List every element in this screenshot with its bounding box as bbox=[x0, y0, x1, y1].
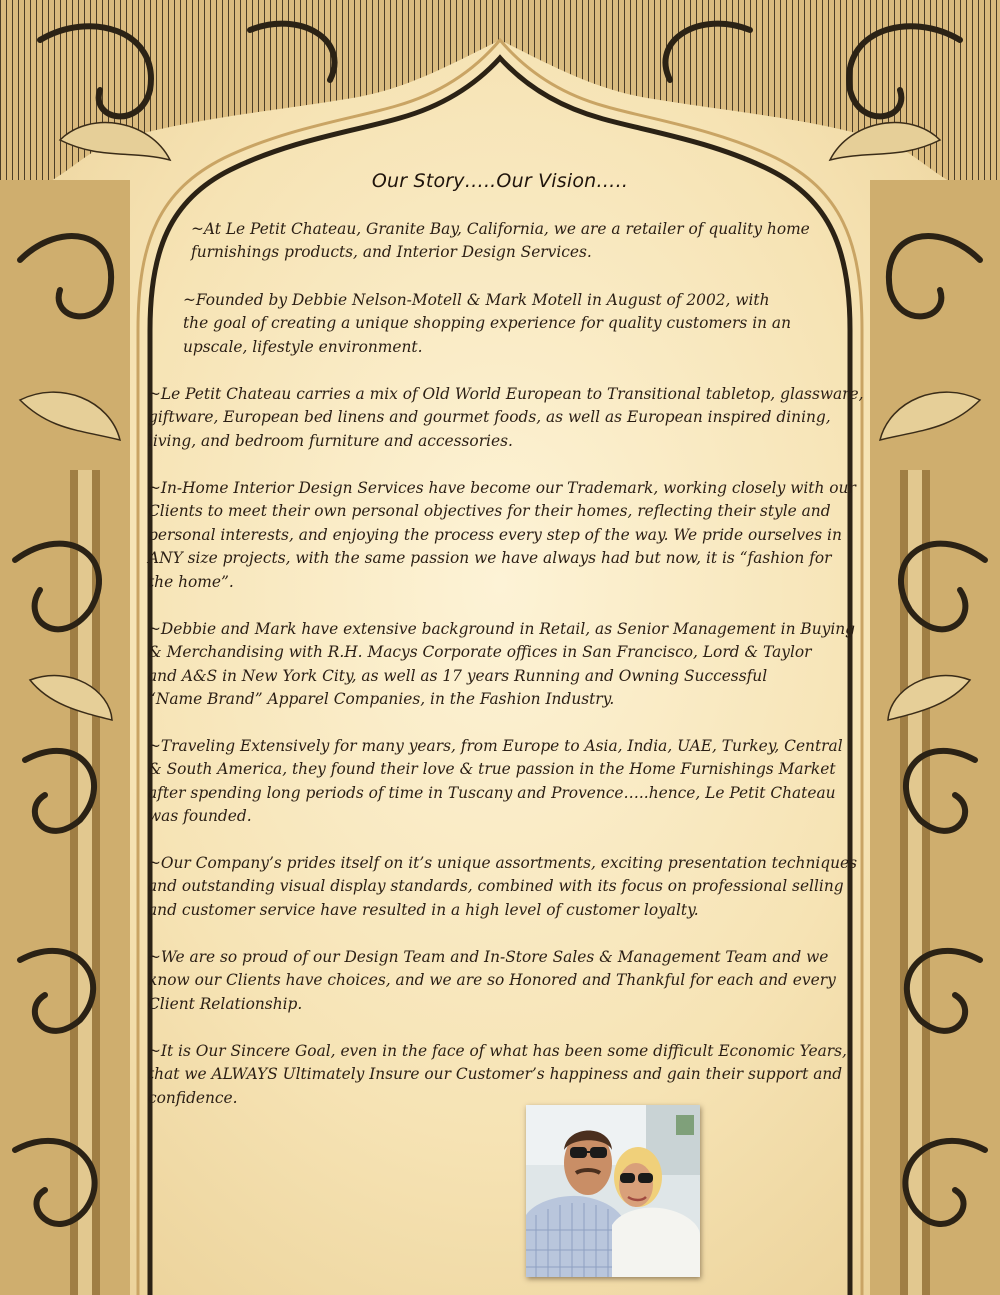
paragraph-design-services: ~In-Home Interior Design Services have become our Trademark, working closely with our Clients to meet their own personal objectives for their homes, reflecting their style and personal interests, and enjoying the process every step of the way. We pride ourselves in ANY size projects, with the same passion we have always had but now, it is “fashion for the home”. bbox=[148, 479, 856, 591]
paragraph-goal: ~It is Our Sincere Goal, even in the face of what has been some difficult Economic Years, that we ALWAYS Ultimately Insure our Customer’s happiness and gain their support and confidence. bbox=[148, 1042, 847, 1107]
paragraph-products: ~Le Petit Chateau carries a mix of Old World European to Transitional tabletop, glassware, giftware, European bed linens and gourmet foods, as well as European inspired dining, living, and bedroom furniture and accessories. bbox=[148, 385, 864, 450]
paragraph-background: ~Debbie and Mark have extensive background in Retail, as Senior Management in Buying & Merchandising with R.H. Macys Corporate offices in San Francisco, Lord & Taylor and A&S in New York City, as well as 17 years Running and Owning Successful “Name Brand” Apparel Companies, in the Fashion Industry. bbox=[148, 620, 856, 709]
paragraph-team: ~We are so proud of our Design Team and In-Store Sales & Management Team and we know our Clients have choices, and we are so Honored and Thankful for each and every Client Relationship. bbox=[148, 948, 836, 1013]
founders-photo bbox=[526, 1105, 700, 1277]
paragraph-company-pride: ~Our Company’s prides itself on it’s unique assortments, exciting presentation techniques and outstanding visual display standards, combined with its focus on professional selling and customer service have resulted in a high level of customer loyalty. bbox=[148, 854, 858, 919]
paragraph-travels: ~Traveling Extensively for many years, from Europe to Asia, India, UAE, Turkey, Central & South America, they found their love & true passion in the Home Furnishings Market after spending long periods of time in Tuscany and Provence…..hence, Le Petit Chateau was founded. bbox=[148, 737, 843, 826]
paragraph-founded: ~Founded by Debbie Nelson-Motell & Mark Motell in August of 2002, with the goal of creating a unique shopping experience for quality customers in an upscale, lifestyle environment. bbox=[183, 291, 792, 356]
page-title: Our Story…..Our Vision….. bbox=[371, 170, 629, 192]
paragraph-intro: ~At Le Petit Chateau, Granite Bay, California, we are a retailer of quality home furnishings products, and Interior Design Services. bbox=[191, 220, 810, 262]
